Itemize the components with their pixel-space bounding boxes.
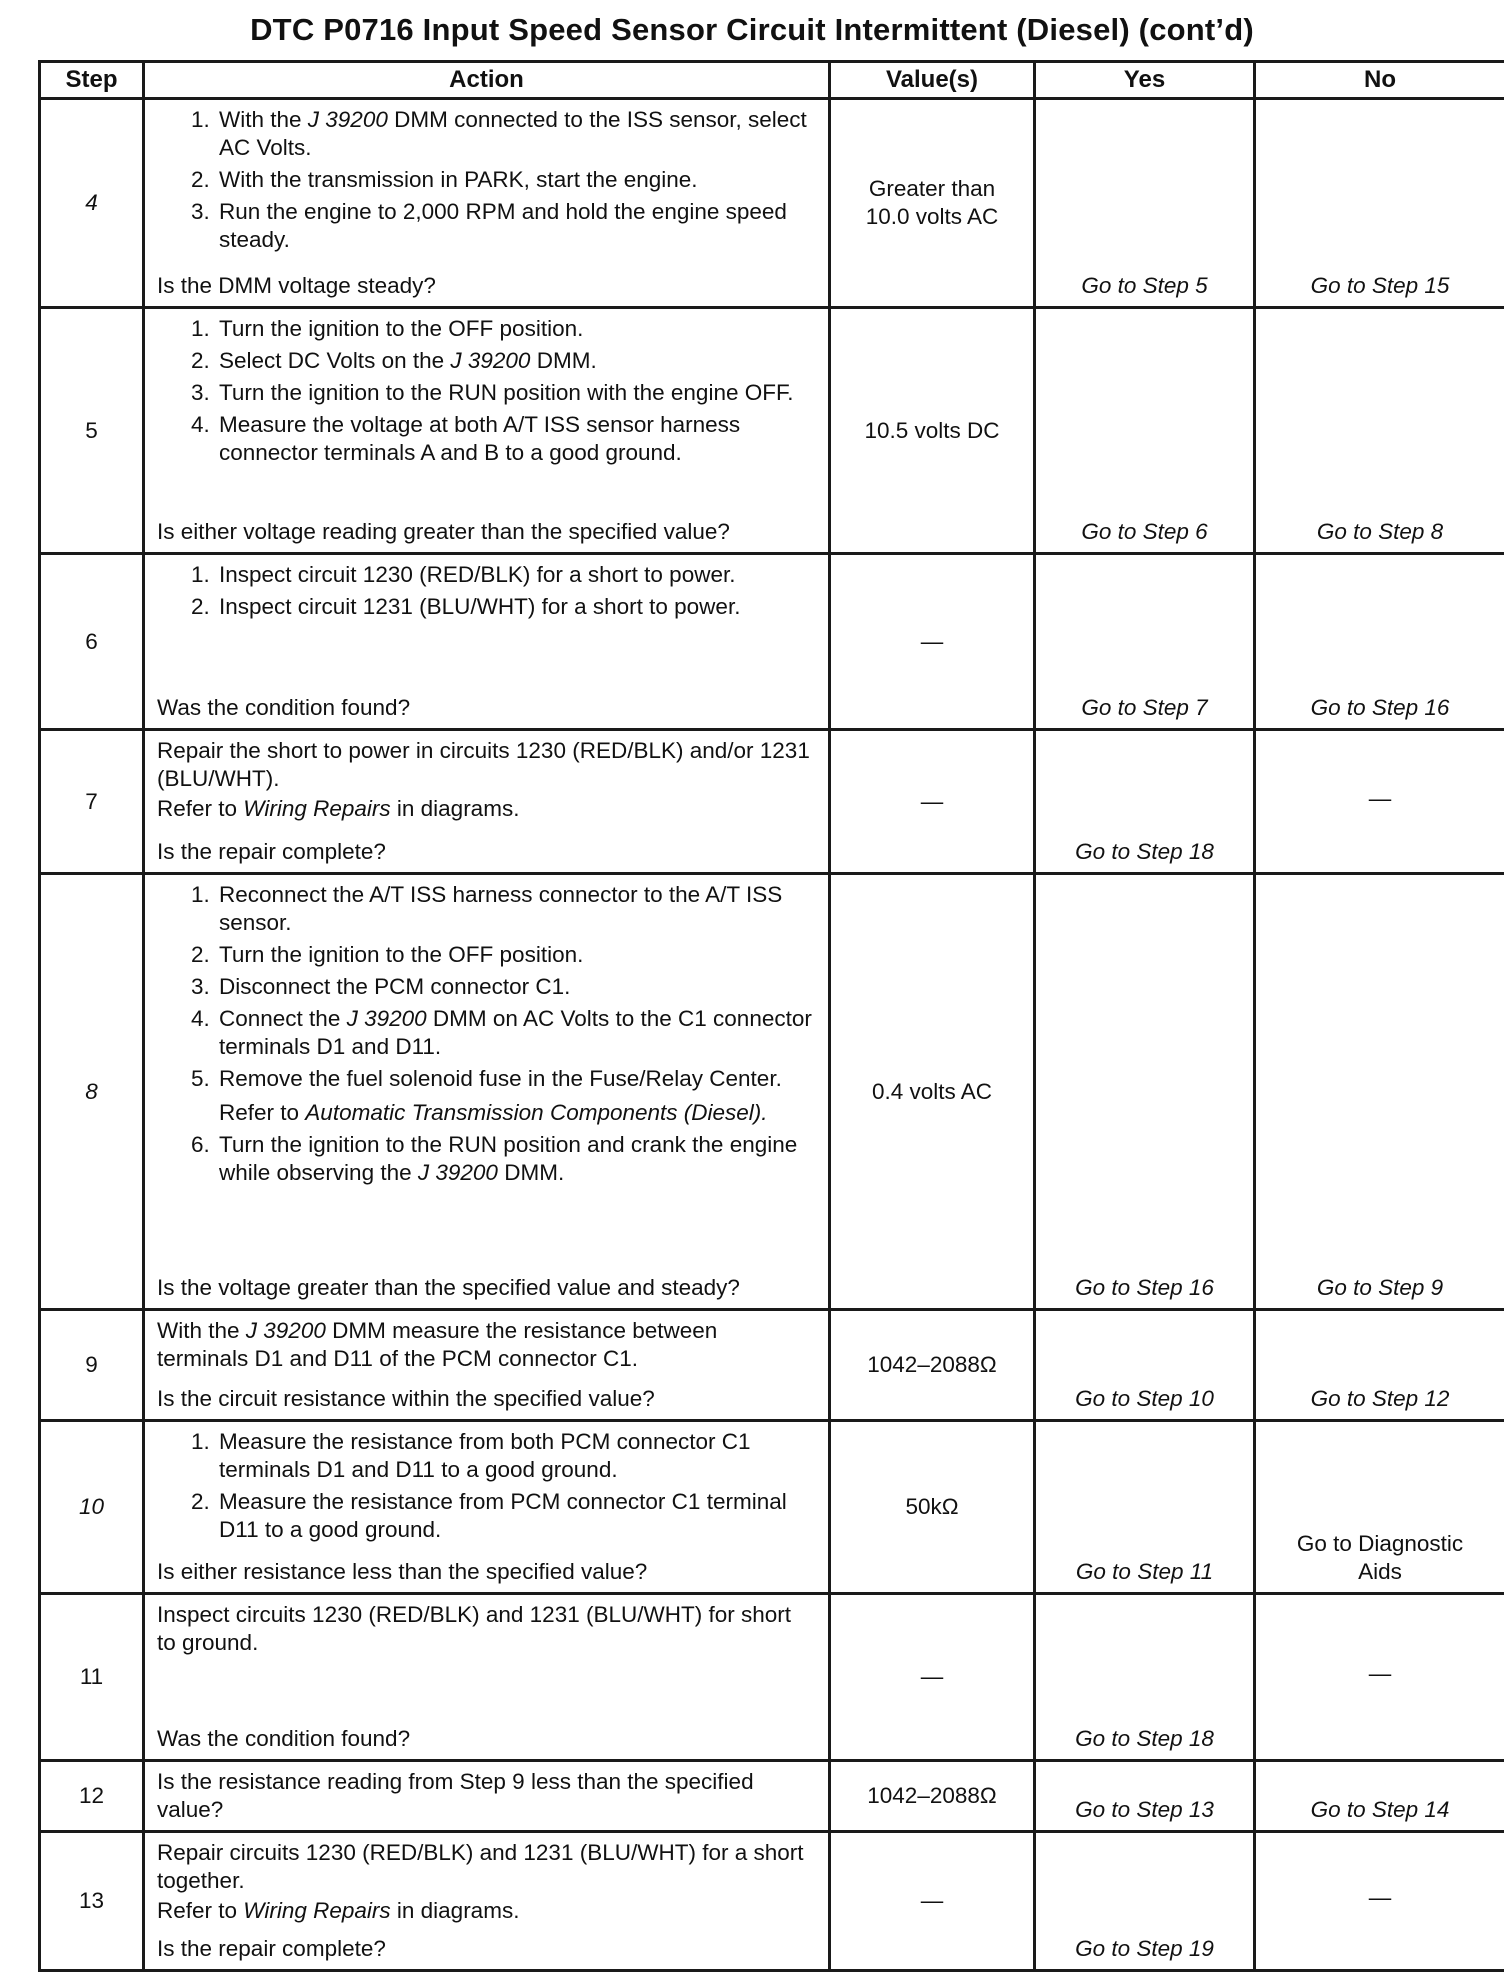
- action-question: Was the condition found?: [157, 1725, 814, 1753]
- action-cell: [144, 1832, 830, 1971]
- step-number: 6: [40, 554, 144, 730]
- yes-link[interactable]: Go to Step 13: [1035, 1761, 1255, 1832]
- list-item: 2. Measure the resistance from PCM connector C1 terminal D11 to a good ground.: [191, 1488, 814, 1544]
- value-cell: 1042–2088Ω: [830, 1310, 1035, 1421]
- table-row: [40, 308, 1504, 554]
- list-item: 3. Disconnect the PCM connector C1.: [191, 973, 814, 1001]
- step-number: 5: [40, 308, 144, 554]
- yes-link[interactable]: Go to Step 16: [1035, 874, 1255, 1310]
- action-question: Is the circuit resistance within the specified value?: [157, 1385, 814, 1413]
- value-cell: —: [830, 1594, 1035, 1761]
- table-row: [40, 1594, 1504, 1761]
- no-link[interactable]: Go to Step 9: [1255, 874, 1504, 1310]
- action-question: Is either voltage reading greater than the specified value?: [157, 518, 814, 546]
- no-link[interactable]: Go to Diagnostic Aids: [1255, 1421, 1504, 1594]
- table-row: [40, 730, 1504, 874]
- table-row: [40, 554, 1504, 730]
- value-cell: 1042–2088Ω: [830, 1761, 1035, 1832]
- wiring-repairs-link[interactable]: Wiring Repairs: [243, 1898, 390, 1923]
- action-text: Repair circuits 1230 (RED/BLK) and 1231 (BLU/WHT) for a short together.: [157, 1839, 814, 1895]
- action-cell: [144, 1761, 830, 1832]
- action-cell: [144, 1594, 830, 1761]
- table-row: [40, 1310, 1504, 1421]
- column-header-values: Value(s): [830, 62, 1035, 99]
- list-item: 5. Remove the fuel solenoid fuse in the Fuse/Relay Center. Refer to Automatic Transmission Components (Diesel).: [191, 1065, 814, 1127]
- yes-link[interactable]: Go to Step 18: [1035, 1594, 1255, 1761]
- action-question: Is the voltage greater than the specified value and steady?: [157, 1274, 814, 1302]
- value-cell: 50kΩ: [830, 1421, 1035, 1594]
- no-cell: —: [1255, 1594, 1504, 1761]
- value-cell: —: [830, 554, 1035, 730]
- step-number: 13: [40, 1832, 144, 1971]
- action-cell: [144, 730, 830, 874]
- action-cell: [144, 874, 830, 1310]
- action-cell: [144, 1310, 830, 1421]
- diagnostic-table: [38, 60, 1504, 1972]
- column-header-step: Step: [40, 62, 144, 99]
- value-cell: —: [830, 1832, 1035, 1971]
- list-item: 1. Inspect circuit 1230 (RED/BLK) for a short to power.: [191, 561, 814, 589]
- step-number: 12: [40, 1761, 144, 1832]
- list-item: 1. Turn the ignition to the OFF position.: [191, 315, 814, 343]
- table-row: [40, 99, 1504, 308]
- action-cell: [144, 308, 830, 554]
- no-link[interactable]: Go to Step 16: [1255, 554, 1504, 730]
- column-header-action: Action: [144, 62, 830, 99]
- table-header-row: [40, 62, 1504, 99]
- refer-note: Refer to Wiring Repairs in diagrams.: [157, 1897, 814, 1925]
- action-question: Is either resistance less than the specified value?: [157, 1558, 814, 1586]
- action-question: Was the condition found?: [157, 694, 814, 722]
- list-item: 4. Measure the voltage at both A/T ISS sensor harness connector terminals A and B to a good ground.: [191, 411, 814, 467]
- yes-link[interactable]: Go to Step 10: [1035, 1310, 1255, 1421]
- action-cell: [144, 99, 830, 308]
- value-cell: 0.4 volts AC: [830, 874, 1035, 1310]
- action-text: With the J 39200 DMM measure the resistance between terminals D1 and D11 of the PCM connector C1.: [157, 1317, 814, 1373]
- action-text: Inspect circuits 1230 (RED/BLK) and 1231 (BLU/WHT) for short to ground.: [157, 1601, 814, 1657]
- list-item: 6. Turn the ignition to the RUN position and crank the engine while observing the J 39200 DMM.: [191, 1131, 814, 1187]
- step-number: 11: [40, 1594, 144, 1761]
- yes-link[interactable]: Go to Step 18: [1035, 730, 1255, 874]
- value-cell: —: [830, 730, 1035, 874]
- action-question: Is the resistance reading from Step 9 less than the specified value?: [157, 1768, 814, 1824]
- value-cell: 10.5 volts DC: [830, 308, 1035, 554]
- step-number: 9: [40, 1310, 144, 1421]
- yes-link[interactable]: Go to Step 6: [1035, 308, 1255, 554]
- no-link[interactable]: Go to Step 14: [1255, 1761, 1504, 1832]
- no-link[interactable]: Go to Step 12: [1255, 1310, 1504, 1421]
- column-header-no: No: [1255, 62, 1504, 99]
- step-number: 4: [40, 99, 144, 308]
- list-item: 2. Turn the ignition to the OFF position.: [191, 941, 814, 969]
- table-row: [40, 874, 1504, 1310]
- no-cell: —: [1255, 1832, 1504, 1971]
- action-text: Repair the short to power in circuits 1230 (RED/BLK) and/or 1231 (BLU/WHT).: [157, 737, 814, 793]
- table-row: [40, 1832, 1504, 1971]
- no-link[interactable]: Go to Step 15: [1255, 99, 1504, 308]
- action-question: Is the repair complete?: [157, 1935, 814, 1963]
- yes-link[interactable]: Go to Step 7: [1035, 554, 1255, 730]
- action-cell: [144, 1421, 830, 1594]
- table-row: [40, 1421, 1504, 1594]
- diagnostic-table-container: [38, 60, 1504, 1972]
- value-cell: Greater than 10.0 volts AC: [830, 99, 1035, 308]
- list-item: 2. Select DC Volts on the J 39200 DMM.: [191, 347, 814, 375]
- yes-link[interactable]: Go to Step 11: [1035, 1421, 1255, 1594]
- list-item: 3. Run the engine to 2,000 RPM and hold the engine speed steady.: [191, 198, 814, 254]
- no-cell: —: [1255, 730, 1504, 874]
- wiring-repairs-link[interactable]: Wiring Repairs: [243, 796, 390, 821]
- components-link[interactable]: Automatic Transmission Components (Diesel).: [305, 1100, 767, 1125]
- step-number: 7: [40, 730, 144, 874]
- yes-link[interactable]: Go to Step 19: [1035, 1832, 1255, 1971]
- refer-note: Refer to Wiring Repairs in diagrams.: [157, 795, 814, 823]
- step-number: 10: [40, 1421, 144, 1594]
- refer-note: Refer to Automatic Transmission Components (Diesel).: [219, 1099, 814, 1127]
- page-title: DTC P0716 Input Speed Sensor Circuit Intermittent (Diesel) (cont’d): [0, 12, 1504, 48]
- list-item: 4. Connect the J 39200 DMM on AC Volts to the C1 connector terminals D1 and D11.: [191, 1005, 814, 1061]
- table-row: [40, 1761, 1504, 1832]
- list-item: 1. Measure the resistance from both PCM connector C1 terminals D1 and D11 to a good ground.: [191, 1428, 814, 1484]
- list-item: 1. With the J 39200 DMM connected to the ISS sensor, select AC Volts.: [191, 106, 814, 162]
- yes-link[interactable]: Go to Step 5: [1035, 99, 1255, 308]
- step-number: 8: [40, 874, 144, 1310]
- list-item: 2. Inspect circuit 1231 (BLU/WHT) for a short to power.: [191, 593, 814, 621]
- list-item: 1. Reconnect the A/T ISS harness connector to the A/T ISS sensor.: [191, 881, 814, 937]
- list-item: 2. With the transmission in PARK, start the engine.: [191, 166, 814, 194]
- action-question: Is the repair complete?: [157, 838, 814, 866]
- action-cell: [144, 554, 830, 730]
- column-header-yes: Yes: [1035, 62, 1255, 99]
- list-item: 3. Turn the ignition to the RUN position with the engine OFF.: [191, 379, 814, 407]
- action-question: Is the DMM voltage steady?: [157, 272, 814, 300]
- no-link[interactable]: Go to Step 8: [1255, 308, 1504, 554]
